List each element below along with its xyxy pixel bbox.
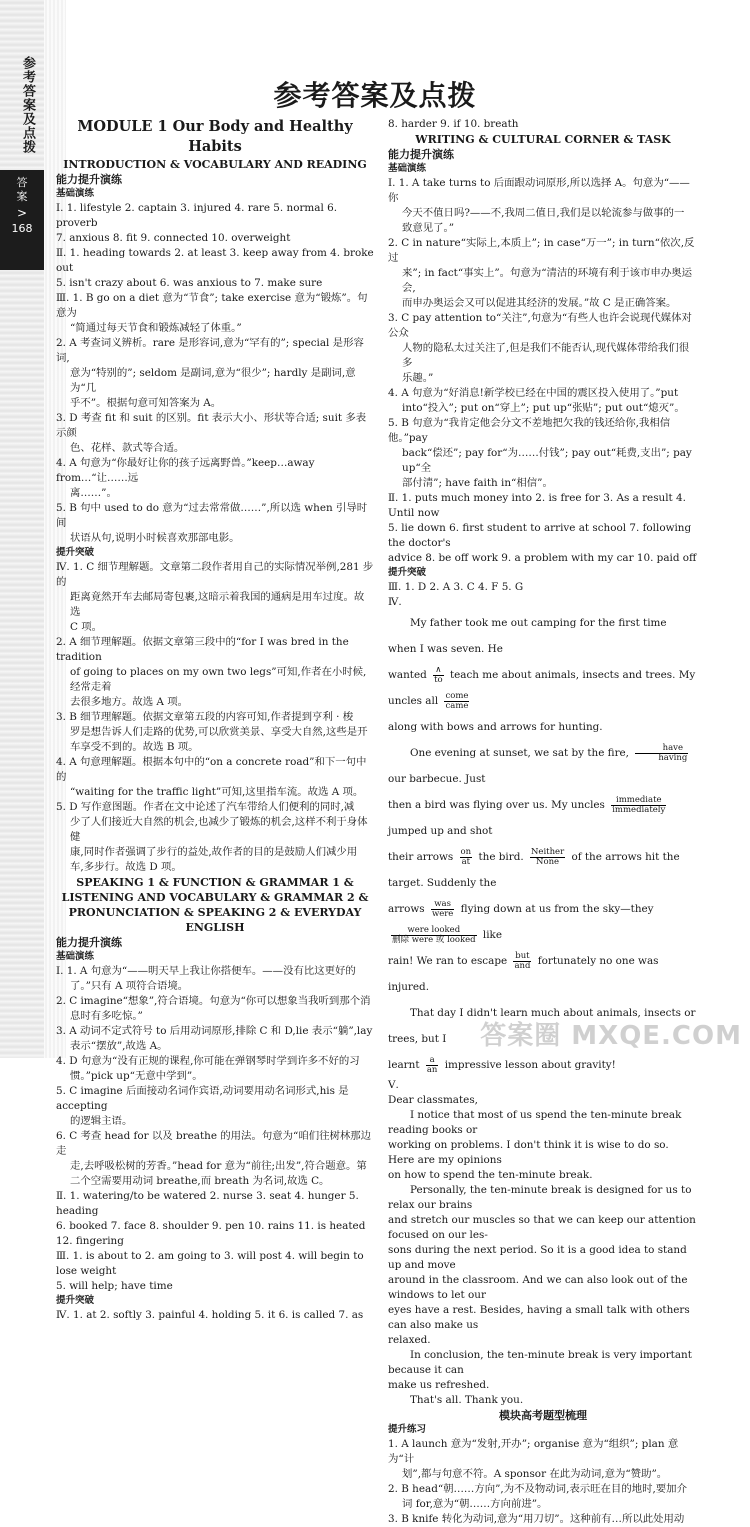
- answer-line: Dear classmates,: [388, 1094, 478, 1106]
- answer-line: 4. A 句意为“好消息!新学校已经在中国的震区投入使用了。”put: [388, 387, 679, 399]
- answer-line-continued: 划”,都与句意不符。A sponsor 在此为动词,意为“赞助”。: [402, 1468, 668, 1480]
- answer-line: Ⅲ. 1. B go on a diet 意为“节食”; take exercise 意为“锻炼”。句意为: [56, 292, 368, 319]
- answer-line-continued: “waiting for the traffic light”可知,这里指车流。故选 A 项。: [70, 786, 364, 798]
- correction-mark: $\frac{\text{immediate}}{\text{immediately}}$: [612, 794, 666, 815]
- essay-text: jumped up and shot: [388, 825, 493, 837]
- essay-line: [388, 896, 698, 948]
- correction-mark: $\frac{on}{at}$: [460, 846, 472, 867]
- answer-line: advice 8. be off work 9. a problem with my car 10. paid off: [388, 552, 697, 564]
- paragraph-line: I notice that most of us spend the ten-minute break reading books or: [388, 1109, 682, 1136]
- answer-line-continued: 走,去呼吸松树的芳香。”head for 意为“前往;出发”,符合题意。第: [70, 1160, 367, 1172]
- essay-text: our barbecue. Just: [388, 773, 486, 785]
- answer-line-continued: 少了人们接近大自然的机会,也减少了锻炼的机会,这样不利于身体健: [70, 816, 368, 843]
- answer-line: Ⅰ. 1. lifestyle 2. captain 3. injured 4. rare 5. normal 6. proverb: [56, 202, 338, 229]
- side-strip: [0, 0, 44, 1058]
- answer-line: 5. lie down 6. first student to arrive at school 7. following the doctor's: [388, 522, 692, 549]
- exercise-heading: 基础演练: [56, 951, 95, 962]
- answer-line: 4. A 句意为“你最好让你的孩子远离野兽。”keep…away from…“让……远: [56, 457, 315, 484]
- answer-line: 2. C in nature“实际上,本质上”; in case“万一”; in turn“依次,反过: [388, 237, 695, 264]
- exercise-heading: 基础演练: [388, 163, 427, 174]
- exercise-heading: 提升突破: [388, 567, 427, 578]
- exercise-heading: 提升突破: [56, 1295, 95, 1306]
- answer-line-continued: 乐趣。”: [402, 372, 434, 384]
- answer-line-continued: into“投入”; put on“穿上”; put up“张贴”; put out“熄灭”。: [402, 402, 685, 414]
- answer-line: and stretch our muscles so that we can keep our attention focused on our les-: [388, 1214, 696, 1241]
- correction-mark: $\frac{\text{come}}{\text{came}}$: [445, 690, 469, 711]
- answer-line: 3. D 考查 fit 和 suit 的区别。fit 表示大小、形状等合适; suit 多表示颜: [56, 412, 367, 439]
- chevron-right-icon: >: [16, 206, 28, 220]
- section-heading: LISTENING AND VOCABULARY & GRAMMAR 2 &: [61, 891, 369, 904]
- answer-line-continued: 惯。”pick up“无意中学到”。: [70, 1070, 203, 1082]
- essay-line: [388, 662, 698, 714]
- essay-line: [388, 1052, 698, 1078]
- answer-line: 8. harder 9. if 10. breath: [388, 118, 519, 130]
- answer-line: make us refreshed.: [388, 1379, 490, 1391]
- answer-line-continued: 今天不值日吗?——不,我周二值日,我们是以轮流参与做事的一: [402, 207, 685, 219]
- answer-line: 3. B knife 转化为动词,意为“用刀切”。这种前有…所以此处用动: [388, 1513, 685, 1525]
- answer-line: sons during the next period. So it is a good idea to stand up and move: [388, 1244, 687, 1271]
- exercise-heading: 提升练习: [388, 1424, 427, 1435]
- section-heading: 模块高考题型梳理: [499, 1409, 587, 1422]
- correction-mark: $\frac{a}{an}$: [426, 1054, 438, 1075]
- answer-line: Ⅳ.: [388, 596, 402, 608]
- answer-line: Ⅲ. 1. D 2. A 3. C 4. F 5. G: [388, 581, 524, 593]
- answer-line-continued: 色、花样、款式等合适。: [70, 442, 185, 454]
- page-number: 168: [11, 222, 33, 235]
- answer-line: Ⅰ. 1. A take turns to 后面跟动词原形,所以选择 A。句意为“——你: [388, 177, 690, 204]
- answer-line-continued: 致意见了。”: [402, 222, 455, 234]
- answer-line-continued: C 项。: [70, 621, 103, 633]
- answer-line: working on problems. I don't think it is wise to do so. Here are my opinions: [388, 1139, 669, 1166]
- answer-line: around in the classroom. And we can also look out of the windows to let our: [388, 1274, 688, 1301]
- answer-line: 6. booked 7. face 8. shoulder 9. pen 10. rains 11. is heated: [56, 1220, 366, 1232]
- essay-text: of the arrows hit the target. Suddenly the: [388, 851, 680, 889]
- answer-line: 2. B head“朝……方向”,为不及物动词,表示旺在目的地时,要加介: [388, 1483, 687, 1495]
- answer-line-continued: 表示“摆放”,故选 A。: [70, 1040, 168, 1052]
- watermark: 答案圈 MXQE.COM: [480, 1021, 742, 1051]
- answer-line: 5. C imagine 后面接动名词作宾语,动词要用动名词形式,his 是 accepting: [56, 1085, 349, 1112]
- answer-line: 2. C imagine“想象”,符合语境。句意为“你可以想象当我听到那个消: [56, 995, 371, 1007]
- answer-line: eyes have a rest. Besides, having a small talk with others can also make us: [388, 1304, 690, 1331]
- sidebar-label-1: 答: [16, 176, 28, 189]
- answer-line-continued: “简通过每天节食和锻炼减轻了体重。”: [70, 322, 242, 334]
- sidebar-page-tab: [0, 170, 44, 270]
- answer-line-continued: 部付清”; have faith in“相信”。: [402, 477, 553, 489]
- answer-line: Ⅱ. 1. puts much money into 2. is free for 3. As a result 4. Until now: [388, 492, 686, 519]
- answer-line: 4. D 句意为“没有正规的课程,你可能在弹钢琴时学到许多不好的习: [56, 1055, 360, 1067]
- essay-text: their arrows: [388, 851, 454, 863]
- correction-mark: $\frac{\text{have}}{\text{having}}$: [635, 744, 688, 763]
- sidebar-title: 参考答案及点拨: [20, 56, 35, 154]
- answer-line: 2. A 细节理解题。依据文章第三段中的“for I was bred in the tradition: [56, 636, 349, 663]
- right-top-block: [388, 117, 698, 610]
- answer-line-continued: 离……”。: [70, 487, 117, 499]
- essay-line: along with bows and arrows for hunting.: [388, 721, 603, 733]
- essay-text: impressive lesson about gravity!: [444, 1059, 616, 1071]
- essay-text: then a bird was flying over us. My uncles: [388, 799, 605, 811]
- answer-line: 7. anxious 8. fit 9. connected 10. overweight: [56, 232, 291, 244]
- section-heading: INTRODUCTION & VOCABULARY AND READING: [63, 158, 367, 171]
- essay-text: rain! We ran to escape: [388, 955, 508, 967]
- answer-line: 5. isn't crazy about 6. was anxious to 7. make sure: [56, 277, 323, 289]
- answer-line-continued: of going to places on my own two legs”可知,作者在小时候,经常走着: [70, 666, 367, 693]
- answer-line-continued: 罗是想告诉人们走路的优势,可以欣赏美景、享受大自然,这些是开: [70, 726, 368, 738]
- essay-text: the bird.: [478, 851, 524, 863]
- paragraph-line: That's all. Thank you.: [410, 1394, 524, 1406]
- answer-line: 5. will help; have time: [56, 1280, 173, 1292]
- essay-text: like: [482, 929, 502, 941]
- essay-text: One evening at sunset, we sat by the fire,: [410, 747, 629, 759]
- essay-text: wanted: [388, 669, 427, 681]
- answer-line-continued: 词 for,意为“朝……方向前进”。: [402, 1498, 548, 1510]
- essay-line: My father took me out camping for the first time when I was seven. He: [388, 617, 667, 655]
- answer-line: 3. A 动词不定式符号 to 后用动词原形,排除 C 和 D,lie 表示“躺”,lay: [56, 1025, 373, 1037]
- essay-line: [388, 948, 698, 1000]
- answer-line: Ⅳ. 1. C 细节理解题。文章第二段作者用自己的实际情况举例,281 步的: [56, 561, 374, 588]
- answer-line: 5. B 句意为“我肯定他会分文不差地把欠我的钱还给你,我相信他。”pay: [388, 417, 671, 444]
- correction-mark: $\frac{\text{were looked}}{\text{删除 were 或 looked}}$: [392, 924, 476, 945]
- answer-line: 3. C pay attention to“关注”,句意为“有些人也许会说现代媒体对公众: [388, 312, 692, 339]
- answer-line-continued: 息时有多吃惊。”: [70, 1010, 143, 1022]
- answer-line: 1. A launch 意为“发射,开办”; organise 意为“组织”; plan 意为“计: [388, 1438, 679, 1465]
- page-title: 参考答案及点拨: [273, 79, 477, 112]
- correction-mark: $\frac{\text{Neither}}{\text{None}}$: [530, 846, 565, 867]
- essay-text: flying down at us from the sky—they: [460, 903, 654, 915]
- answer-line-continued: 人物的隐私太过关注了,但是我们不能否认,现代媒体带给我们很多: [402, 342, 690, 369]
- section-heading: SPEAKING 1 & FUNCTION & GRAMMAR 1 &: [76, 876, 354, 889]
- sidebar-label-2: 案: [16, 190, 28, 203]
- subsection-heading: 能力提升演练: [388, 148, 454, 161]
- exercise-heading: 基础演练: [56, 188, 95, 199]
- answer-line-continued: 去很多地方。故选 A 项。: [70, 696, 189, 708]
- left-column: [56, 117, 374, 1323]
- section-heading: PRONUNCIATION & SPEAKING 2 & EVERYDAY ENGLISH: [68, 906, 362, 934]
- answer-line: relaxed.: [388, 1334, 431, 1346]
- answer-line: 4. A 句意理解题。根据本句中的“on a concrete road”和下一句中的: [56, 756, 367, 783]
- answer-line: on how to spend the ten-minute break.: [388, 1169, 593, 1181]
- paragraph-line: In conclusion, the ten-minute break is very important because it can: [388, 1349, 692, 1376]
- essay-text: teach me about animals, insects and trees. My uncles all: [388, 669, 696, 707]
- essay-line: [388, 844, 698, 896]
- essay-line: [388, 792, 698, 844]
- answer-line: Ⅴ.: [388, 1079, 399, 1091]
- answer-line-continued: 车享受不到的。故选 B 项。: [70, 741, 199, 753]
- answer-line-continued: 了。”只有 A 项符合语境。: [70, 980, 189, 992]
- answer-line-continued: 乎不”。根据句意可知答案为 A。: [70, 397, 222, 409]
- essay-text: learnt: [388, 1059, 420, 1071]
- answer-line: Ⅱ. 1. watering/to be watered 2. nurse 3. seat 4. hunger 5. heading: [56, 1190, 359, 1217]
- paragraph-line: Personally, the ten-minute break is designed for us to relax our brains: [388, 1184, 692, 1211]
- answer-line: 5. D 写作意图题。作者在文中论述了汽车带给人们便利的同时,减: [56, 801, 355, 813]
- answer-line: 6. C 考查 head for 以及 breathe 的用法。句意为“咱们往树林那边走: [56, 1130, 372, 1157]
- answer-line: 12. fingering: [56, 1235, 124, 1247]
- answer-line: Ⅲ. 1. is about to 2. am going to 3. will post 4. will begin to lose weight: [56, 1250, 364, 1277]
- answer-line-continued: 二个空需要用动词 breathe,而 breath 为名词,故选 C。: [70, 1175, 330, 1187]
- subsection-heading: 能力提升演练: [56, 936, 122, 949]
- essay-line: That day I didn't learn much about animals, insects or trees, but I: [388, 1007, 696, 1045]
- answer-line: Ⅳ. 1. at 2. softly 3. painful 4. holding 5. it 6. is called 7. as: [56, 1309, 364, 1321]
- exercise-heading: 提升突破: [56, 547, 95, 558]
- answer-line: 5. B 句中 used to do 意为“过去常常做……”,所以选 when 引导时间: [56, 502, 368, 529]
- section-heading: WRITING & CULTURAL CORNER & TASK: [415, 133, 671, 146]
- answer-line: 2. A 考查词义辨析。rare 是形容词,意为“罕有的”; special 是形容词,: [56, 337, 364, 364]
- correction-mark: $\frac{\text{but}}{\text{and}}$: [514, 950, 531, 971]
- essay-line: [388, 740, 698, 792]
- answer-line: Ⅱ. 1. heading towards 2. at least 3. keep away from 4. broke out: [56, 247, 374, 274]
- answer-line-continued: 康,同时作者强调了步行的益处,故作者的目的是鼓励人们减少用: [70, 846, 358, 858]
- answer-line-continued: 车,多步行。故选 D 项。: [70, 861, 182, 873]
- answer-line-continued: back“偿还”; pay for“为……付钱”; pay out“耗费,支出”; pay up“全: [402, 447, 692, 474]
- answer-line-continued: 来”; in fact“事实上”。句意为“清洁的环境有利于该市申办奥运会,: [402, 267, 692, 294]
- right-column: [388, 117, 698, 1527]
- module-heading: MODULE 1 Our Body and Healthy Habits: [77, 118, 353, 155]
- subsection-heading: 能力提升演练: [56, 173, 122, 186]
- correction-mark: $\frac{\wedge}{to}$: [434, 664, 443, 685]
- essay-correction: [388, 610, 698, 1078]
- answer-line-continued: 而申办奥运会又可以促进其经济的发展。”故 C 是正确答案。: [402, 297, 677, 309]
- answer-line: 3. B 细节理解题。依据文章第五段的内容可知,作者提到亨利 · 梭: [56, 711, 354, 723]
- right-bottom-block: [388, 1078, 698, 1527]
- answer-line-continued: 意为“特别的”; seldom 是副词,意为“很少”; hardly 是副词,意为“几: [70, 367, 356, 394]
- essay-text: arrows: [388, 903, 425, 915]
- answer-line-continued: 距离竟然开车去邮局寄包裹,这暗示着我国的通病是用车过度。故选: [70, 591, 365, 618]
- answer-line: Ⅰ. 1. A 句意为“——明天早上我让你搭便车。——没有比这更好的: [56, 965, 356, 977]
- answer-line-continued: 状语从句,说明小时候喜欢那部电影。: [70, 532, 240, 544]
- correction-mark: $\frac{\text{was}}{\text{were}}$: [431, 898, 454, 919]
- essay-text: fortunately no one was injured.: [388, 955, 659, 993]
- answer-line-continued: 的逻辑主语。: [70, 1115, 133, 1127]
